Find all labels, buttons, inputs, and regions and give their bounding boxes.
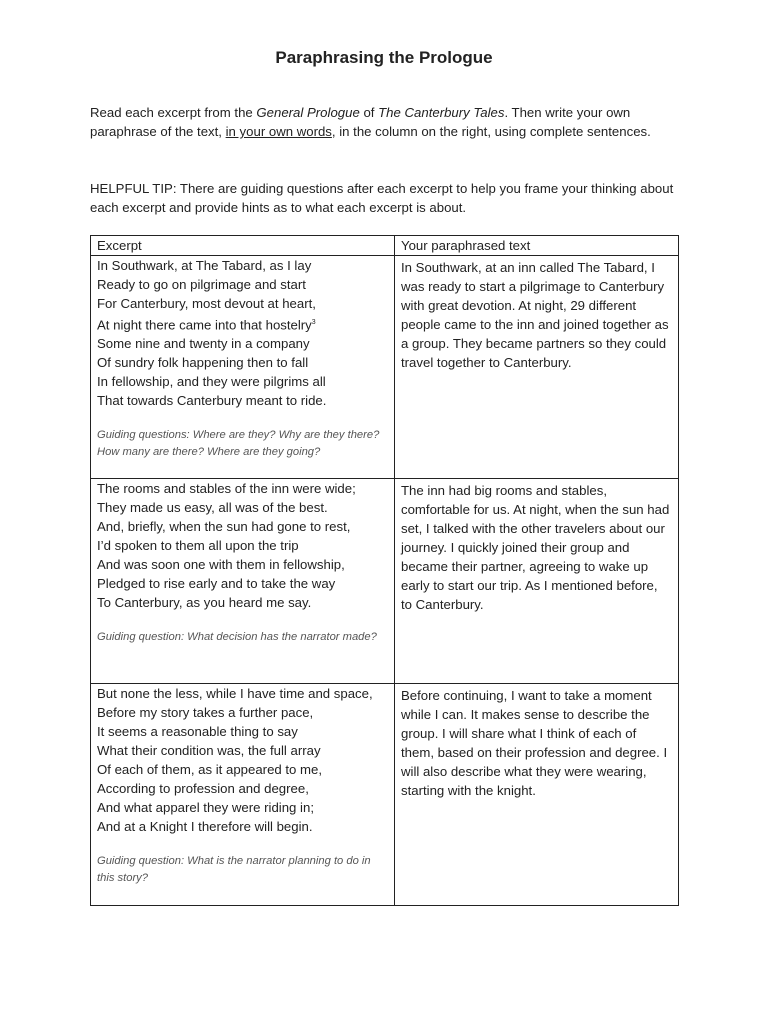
excerpt-line: And was soon one with them in fellowship, bbox=[97, 557, 345, 572]
excerpt-line: They made us easy, all was of the best. bbox=[97, 500, 328, 515]
excerpt-line: And, briefly, when the sun had gone to rest, bbox=[97, 519, 351, 534]
excerpt-cell bbox=[91, 684, 395, 906]
excerpt-line: Ready to go on pilgrimage and start bbox=[97, 277, 306, 292]
excerpt-line: And at a Knight I therefore will begin. bbox=[97, 819, 313, 834]
table-header-row bbox=[91, 236, 679, 256]
instructions-text: , in the column on the right, using complete sentences. bbox=[331, 124, 651, 139]
table-row bbox=[91, 479, 679, 684]
underlined-phrase: in your own words bbox=[225, 124, 332, 139]
page-title: Paraphrasing the Prologue bbox=[275, 48, 493, 67]
excerpt-line: According to profession and degree, bbox=[97, 781, 309, 796]
excerpt-line: In fellowship, and they were pilgrims all bbox=[97, 374, 326, 390]
instructions-text: of bbox=[359, 105, 379, 120]
header-paraphrase: Your paraphrased text bbox=[395, 236, 679, 256]
guiding-question: Guiding question: What decision has the narrator made? bbox=[97, 631, 377, 643]
helpful-tip-paragraph: HELPFUL TIP: There are guiding questions after each excerpt to help you frame your thinking about each excerpt and provide hints as to what each excerpt is about. bbox=[90, 181, 674, 215]
table-row bbox=[91, 684, 679, 906]
paraphrase-cell[interactable] bbox=[395, 479, 679, 684]
excerpt-line: Before my story takes a further pace, bbox=[97, 705, 314, 720]
excerpt-line: That towards Canterbury meant to ride. bbox=[97, 393, 327, 409]
excerpt-line-text: At night there came into that hostelry bbox=[97, 317, 312, 333]
excerpt-cell bbox=[91, 256, 395, 479]
guiding-question: Guiding questions: Where are they? Why are they there? How many are there? Where are they going? bbox=[97, 429, 380, 459]
excerpt-line: But none the less, while I have time and space, bbox=[97, 686, 373, 701]
excerpt-cell bbox=[91, 479, 395, 684]
excerpt-line bbox=[97, 313, 388, 334]
guiding-question: Guiding question: What is the narrator planning to do in this story? bbox=[97, 855, 371, 884]
excerpt-line: Some nine and twenty in a company bbox=[97, 336, 310, 352]
table-row bbox=[91, 256, 679, 479]
footnote-marker: 3 bbox=[311, 319, 316, 326]
excerpt-line: And what apparel they were riding in; bbox=[97, 800, 314, 815]
excerpt-line: Of each of them, as it appeared to me, bbox=[97, 762, 323, 777]
excerpt-line: For Canterbury, most devout at heart, bbox=[97, 296, 316, 311]
excerpt-line: What their condition was, the full array bbox=[97, 743, 321, 758]
instructions-text: . Then write your own paraphrase of the text, bbox=[90, 105, 631, 139]
paraphrase-text: In Southwark, at an inn called The Tabard, I was ready to start a pilgrimage to Canterbury with great devotion. At night, 29 different people came to the inn and joined together as a group. They became partners so they could travel together to Canterbury. bbox=[401, 260, 669, 370]
excerpt-line: The rooms and stables of the inn were wide; bbox=[97, 481, 356, 496]
excerpt-line: I’d spoken to them all upon the trip bbox=[97, 538, 299, 553]
instructions-paragraph bbox=[90, 103, 680, 141]
paraphrase-table bbox=[90, 235, 679, 906]
excerpt-line: In Southwark, at The Tabard, as I lay bbox=[97, 258, 312, 273]
excerpt-line: Pledged to rise early and to take the way bbox=[97, 576, 336, 591]
excerpt-line: To Canterbury, as you heard me say. bbox=[97, 595, 312, 610]
paraphrase-text: Before continuing, I want to take a moment while I can. It makes sense to describe the group. I will share what I think of each of them, based on their profession and degree. I will also describe what they were wearing, starting with the knight. bbox=[401, 688, 668, 798]
instructions-text: Read each excerpt from the bbox=[90, 105, 257, 120]
paraphrase-text: The inn had big rooms and stables, comfortable for us. At night, when the sun had set, I talked with the other travelers about our journey. I quickly joined their group and became their partner, agreeing to wake up early to start our trip. As I mentioned before, to Canterbury. bbox=[401, 483, 670, 612]
excerpt-line: It seems a reasonable thing to say bbox=[97, 724, 298, 739]
excerpt-line: Of sundry folk happening then to fall bbox=[97, 355, 309, 371]
header-excerpt: Excerpt bbox=[91, 236, 395, 256]
paraphrase-cell[interactable] bbox=[395, 256, 679, 479]
paraphrase-cell[interactable] bbox=[395, 684, 679, 906]
work-title-general-prologue: General Prologue bbox=[256, 105, 360, 120]
work-title-canterbury-tales: The Canterbury Tales bbox=[378, 105, 505, 120]
